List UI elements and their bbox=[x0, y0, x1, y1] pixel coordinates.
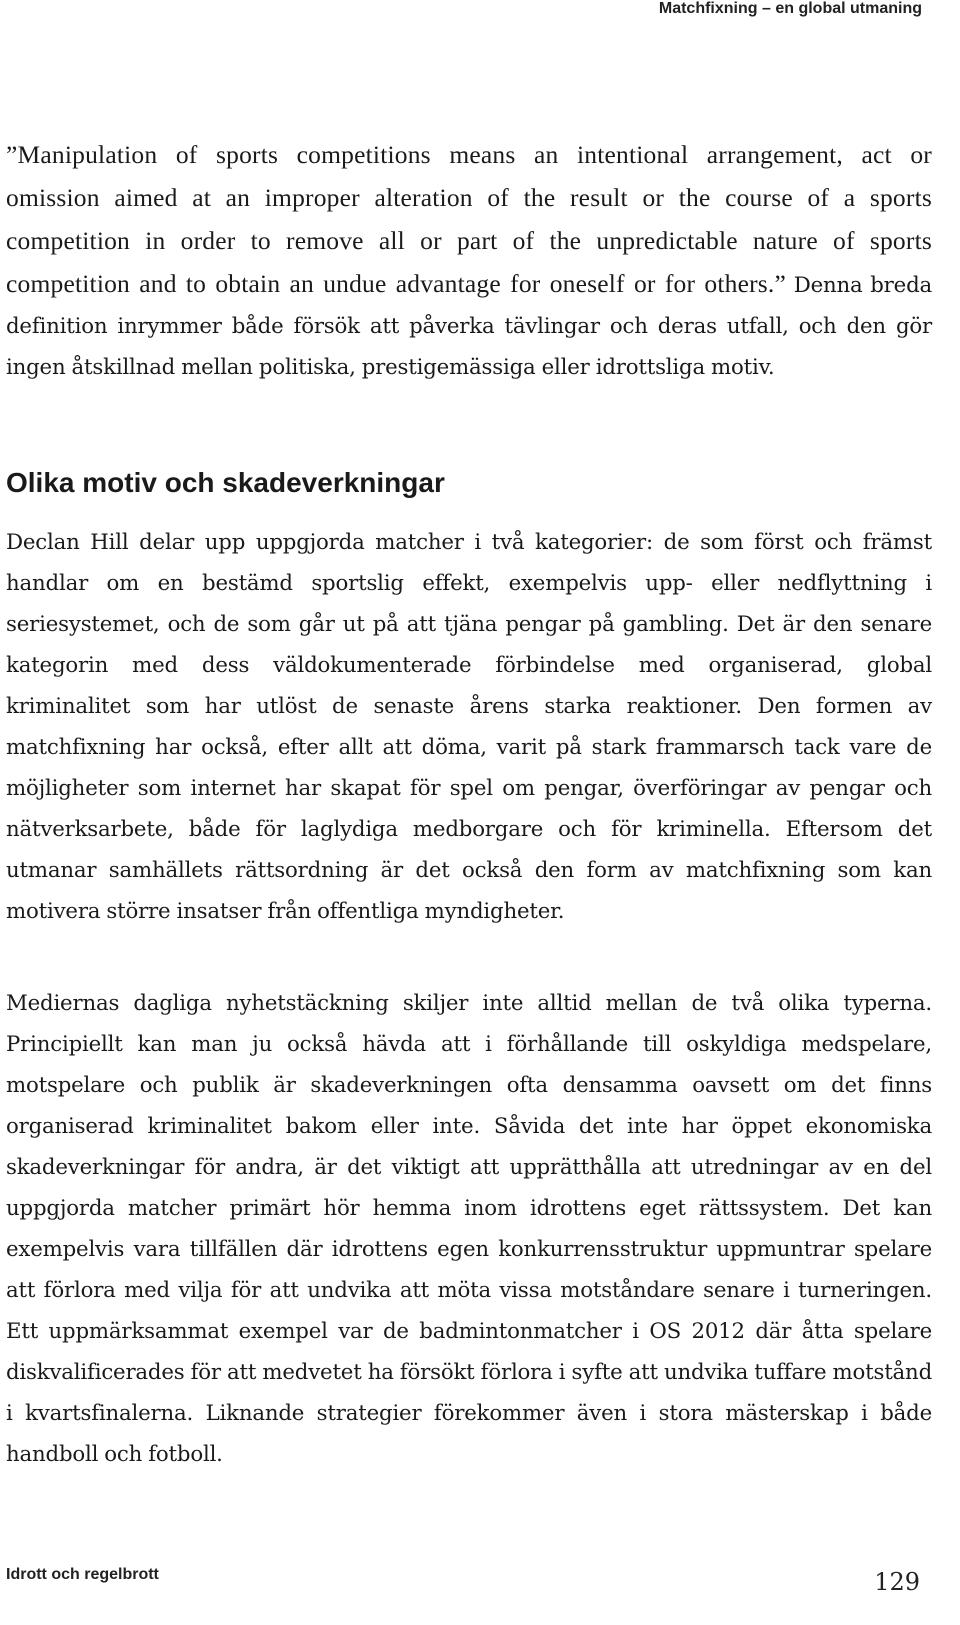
section-heading: Olika motiv och skadeverkningar bbox=[6, 467, 445, 498]
body-paragraph: Mediernas dagliga nyhetstäckning skiljer inte alltid mellan de två olika typerna. Principiellt kan man ju också hävda att i förhållande till oskyldiga medspelare, motspelare och publik är skadeverkningen ofta densamma oavsett om det finns organiserad kriminalitet bakom eller inte. Såvida det inte har öppet ekonomiska skadeverkningar för andra, är det viktigt att upprätthålla att utredningar av en del uppgjorda matcher primärt hör hemma inom idrottens eget rättssystem. Det kan exempelvis vara tillfällen där idrottens egen konkurrensstruktur uppmuntrar spelare att förlora med vilja för att undvika att möta vissa motståndare senare i turneringen. Ett uppmärksammat exempel var de badmintonmatcher i OS 2012 där åtta spelare diskvalificerades för att medvetet ha försökt förlora i syfte att undvika tuffare motstånd i kvartsfinalerna. Liknande strategier förekommer även i stora mästerskap i både handboll och fotboll. bbox=[6, 991, 932, 1467]
quote-paragraph bbox=[6, 134, 932, 388]
body-paragraph: Declan Hill delar upp uppgjorda matcher i två kategorier: de som först och främst handlar om en bestämd sportslig effekt, exempelvis upp- eller nedflyttning i seriesystemet, och de som går ut på att tjäna pengar på gambling. Det är den senare kategorin med dess väldokumenterade förbindelse med organiserad, global kriminalitet som har utlöst de senaste årens starka reaktioner. Den formen av matchfixning har också, efter allt att döma, varit på stark frammarsch tack vare de möjligheter som internet har skapat för spel om pengar, överföringar av pengar och nätverksarbete, både för laglydiga medborgare och för kriminella. Eftersom det utmanar samhällets rättsordning är det också den form av matchfixning som kan motivera större insatser från offentliga myndigheter. bbox=[6, 530, 932, 924]
footer-book-title: Idrott och regelbrott bbox=[6, 1566, 159, 1583]
page-number: 129 bbox=[874, 1568, 920, 1596]
running-head-title: Matchfixning – en global utmaning bbox=[658, 0, 922, 17]
english-definition-quote: ”Manipulation of sports competitions means an intentional arrangement, act or omission aimed at an improper alteration of the result or the course of a sports competition in order to remove all or part of the unpredictable nature of sports competition and to obtain an undue advantage for oneself or for others.” bbox=[6, 140, 932, 298]
quote-commentary: Denna breda definition inrymmer både försök att påverka tävlingar och deras utfall, och den gör ingen åtskillnad mellan politiska, prestigemässiga eller idrottsliga motiv. bbox=[6, 273, 932, 380]
